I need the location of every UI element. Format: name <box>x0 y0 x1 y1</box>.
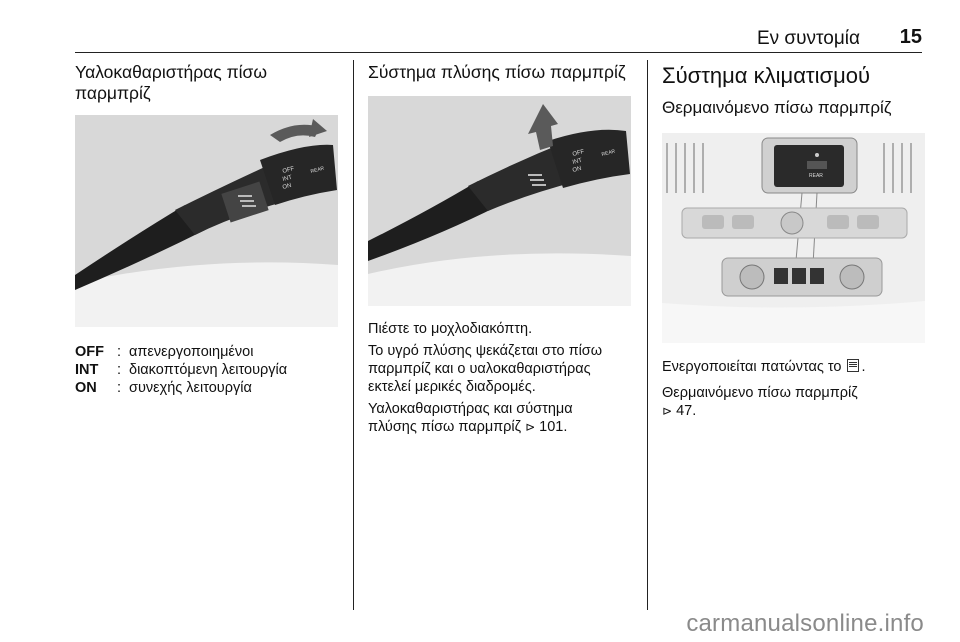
header-title: Εν συντομία <box>756 28 860 49</box>
column-divider-left <box>353 60 354 610</box>
section-heading-rear-washer: Σύστημα πλύσης πίσω παρμπρίζ <box>368 62 626 82</box>
heated-window-cross-reference: Θερμαινόμενο πίσω παρμπρίζ ⊳ 47. <box>662 385 858 419</box>
washer-text-block <box>368 320 638 436</box>
column-rear-washer <box>368 62 633 83</box>
climate-panel-figure <box>662 133 925 343</box>
washer-description: Το υγρό πλύσης ψεκάζεται στο πίσω παρμπρίζ και ο υαλοκαθαριστήρας εκτελεί μερικές διαδρομές. <box>368 343 603 395</box>
lever-label-int: INT <box>281 174 293 183</box>
washer-lever-figure <box>368 96 631 306</box>
subheading-heated-rear-window: Θερμαινόμενο πίσω παρμπρίζ <box>662 98 892 117</box>
wiper-mode-list <box>75 343 287 397</box>
mode-row-off: OFF : απενεργοποιημένοι <box>75 344 254 360</box>
washer-lever-label-rear: REAR <box>600 148 616 158</box>
lever-label-rear: REAR <box>309 165 325 175</box>
header-rule <box>75 52 922 53</box>
mode-row-int: INT : διακοπτόμενη λειτουργία <box>75 362 288 378</box>
mode-row-on: ON : συνεχής λειτουργία <box>75 380 252 396</box>
wiper-lever-figure <box>75 115 338 327</box>
washer-lever-label-on: ON <box>571 165 583 174</box>
watermark: carmanualsonline.info <box>686 610 924 637</box>
climate-text-block <box>662 358 932 420</box>
rear-window-heater-icon <box>847 359 859 372</box>
heated-window-instruction: Ενεργοποιείται πατώντας το . <box>662 359 866 375</box>
page-reference-link[interactable]: 47. <box>676 403 697 419</box>
lever-label-off: OFF <box>281 166 296 175</box>
page-reference-arrow-icon: ⊳ <box>662 404 673 418</box>
washer-instruction: Πιέστε το μοχλοδιακόπτη. <box>368 321 533 337</box>
section-heading-rear-wiper: Υαλοκαθαριστήρας πίσω παρμπρίζ <box>75 62 268 103</box>
page-reference-link[interactable]: 101. <box>539 419 568 435</box>
rear-button-label: REAR <box>809 173 823 179</box>
washer-cross-reference: Υαλοκαθαριστήρας και σύστημα πλύσης πίσω παρμπρίζ ⊳ 101. <box>368 401 573 435</box>
column-rear-wiper <box>75 62 340 104</box>
section-heading-climate: Σύστημα κλιματισμού <box>662 63 871 88</box>
washer-lever-label-off: OFF <box>571 149 586 158</box>
page-number: 15 <box>899 26 922 48</box>
column-divider-right <box>647 60 648 610</box>
washer-lever-label-int: INT <box>571 157 583 166</box>
column-climate-control <box>662 62 927 119</box>
page-reference-arrow-icon: ⊳ <box>525 420 536 434</box>
lever-label-on: ON <box>281 182 293 191</box>
